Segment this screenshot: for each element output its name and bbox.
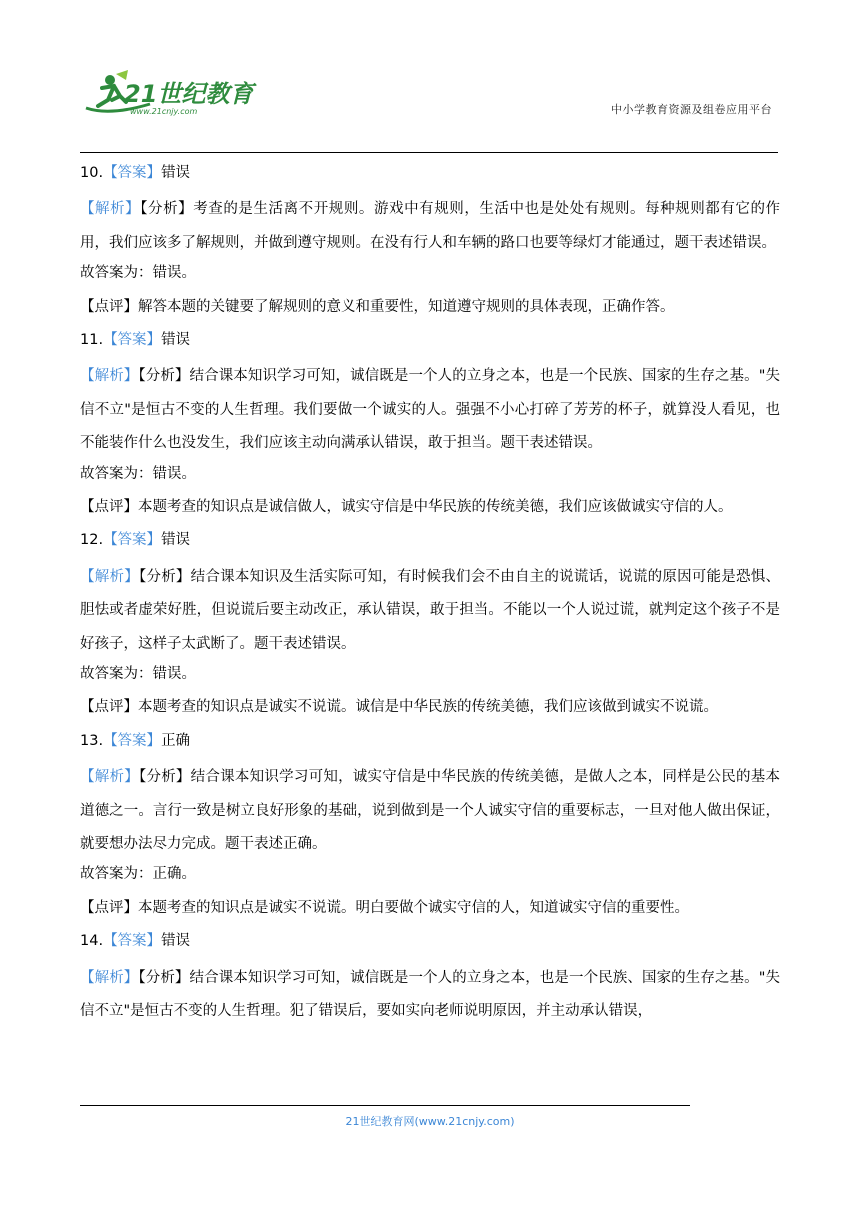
comment-line: 【点评】本题考查的知识点是诚实不说谎。明白要做个诚实守信的人，知道诚实守信的重要性。 [80,899,689,916]
conclusion-line: 故答案为：正确。 [80,866,196,883]
answer-line [80,928,780,961]
analysis-paragraph [80,561,780,661]
analysis-paragraph [80,193,780,260]
answer-line [80,527,780,560]
answer-value: 错误 [161,532,191,549]
jiexi-tag: 【解析】 [80,201,141,218]
platform-name: 中小学教育资源及组卷应用平台 [611,103,772,116]
analysis-paragraph [80,360,780,460]
logo-text: 21世纪教育 [124,80,254,108]
answer-tag: 【答案】 [103,532,162,549]
answer-value: 错误 [161,933,191,950]
question-number: 11. [80,331,104,348]
page-header [80,66,778,156]
analysis-paragraph [80,761,780,861]
jiexi-tag: 【解析】 [80,769,139,786]
question-number: 12. [80,532,104,549]
answer-value: 错误 [161,165,191,181]
conclusion-line: 故答案为：错误。 [80,665,196,682]
question-number: 14. [80,933,104,950]
conclusion-line: 故答案为：错误。 [80,265,196,282]
comment-line: 【点评】本题考查的知识点是诚实不说谎。诚信是中华民族的传统美德，我们应该做到诚实不说谎。 [80,699,718,716]
runner-logo-icon [80,66,260,118]
answer-content [80,160,780,1028]
analysis-text: 【分析】结合课本知识学习可知，诚实守信是中华民族的传统美德，是做人之本，同样是公民的基本道德之一。言行一致是树立良好形象的基础，说到做到是一个人诚实守信的重要标志，一旦对他人做出保证，就要想办法尽力完成。题干表述正确。 [80,769,781,852]
jiexi-tag: 【解析】 [80,568,139,585]
analysis-paragraph [80,962,780,1029]
answer-line [80,160,780,193]
analysis-text: 【分析】考查的是生活离不开规则。游戏中有规则，生活中也是处处有规则。每种规则都有它的作用，我们应该多了解规则，并做到遵守规则。在没有行人和车辆的路口也要等绿灯才能通过，题干表述错误。 [80,201,781,251]
header-divider [80,152,778,153]
question-number: 13. [80,732,104,749]
answer-tag: 【答案】 [103,933,162,950]
answer-value: 错误 [161,331,191,348]
analysis-text: 【分析】结合课本知识学习可知，诚信既是一个人的立身之本，也是一个民族、国家的生存之基。"失信不立"是恒古不变的人生哲理。我们要做一个诚实的人。强强不小心打碎了芳芳的杯子，就算没人看见，也不能装作什么也没发生，我们应该主动向满承认错误，敢于担当。题干表述错误。 [80,368,781,452]
comment-line: 【点评】本题考查的知识点是诚信做人，诚实守信是中华民族的传统美德，我们应该做诚实守信的人。 [80,498,733,515]
jiexi-tag: 【解析】 [80,368,139,385]
question-number: 10. [80,165,104,181]
answer-tag: 【答案】 [103,331,162,348]
conclusion-line: 故答案为：错误。 [80,465,196,482]
answer-line [80,327,780,360]
logo [80,66,260,118]
answer-tag: 【答案】 [103,165,162,181]
answer-line [80,728,780,761]
jiexi-tag: 【解析】 [80,969,139,986]
answer-value: 正确 [161,732,191,749]
answer-tag: 【答案】 [103,732,162,749]
analysis-text: 【分析】结合课本知识学习可知，诚信既是一个人的立身之本，也是一个民族、国家的生存之基。"失信不立"是恒古不变的人生哲理。犯了错误后，要如实向老师说明原因，并主动承认错误， [80,969,781,1019]
footer-link[interactable]: 21世纪教育网(www.21cnjy.com) [345,1115,515,1128]
logo-url: www.21cnjy.com [130,107,198,116]
footer-divider [80,1105,690,1106]
comment-line: 【点评】解答本题的关键要了解规则的意义和重要性，知道遵守规则的具体表现，正确作答。 [80,298,675,315]
analysis-text: 【分析】结合课本知识及生活实际可知，有时候我们会不由自主的说谎话，说谎的原因可能是恐惧、胆怯或者虚荣好胜，但说谎后要主动改正，承认错误，敢于担当。不能以一个人说过谎，就判定这个孩子不是好孩子，这样子太武断了。题干表述错误。 [80,568,781,652]
